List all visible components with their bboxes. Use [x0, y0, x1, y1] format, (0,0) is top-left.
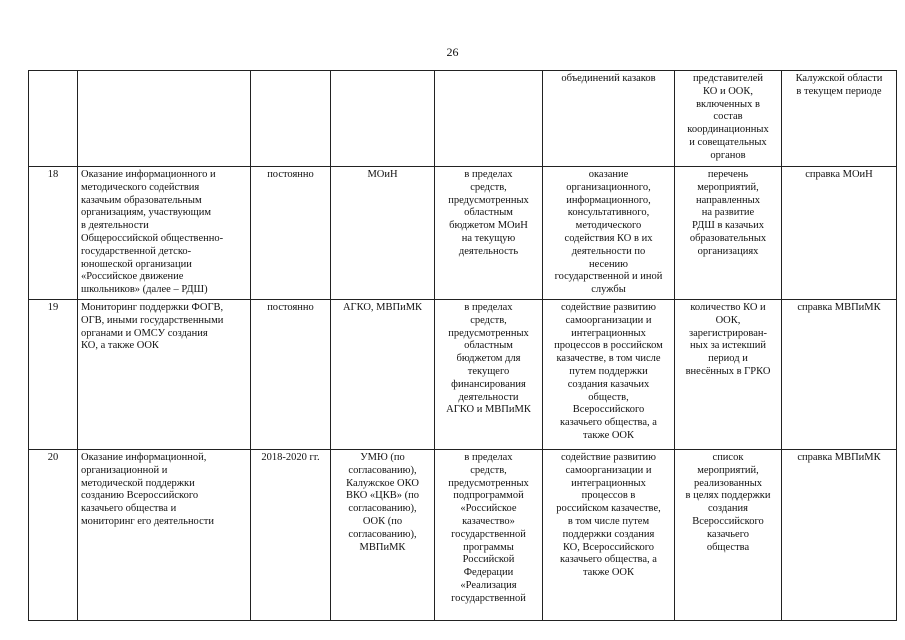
table-row [29, 300, 897, 450]
content-cell: объединений казаков [543, 71, 675, 167]
measure-name-cell: Оказание информационной, организационной и методической поддержки созданию Всероссийского казачьего общества и мониторинг его деятельности [78, 450, 251, 621]
measure-name-cell: Мониторинг поддержки ФОГВ, ОГВ, иными государственными органами и ОМСУ создания КО, а также ООК [78, 300, 251, 450]
term-cell: постоянно [251, 300, 331, 450]
funding-cell: в пределах средств, предусмотренных областным бюджетом для текущего финансирования деятельности АГКО и МВПиМК [435, 300, 543, 450]
report-cell: Калужской области в текущем периоде [782, 71, 897, 167]
row-number-cell [29, 71, 78, 167]
executor-cell: АГКО, МВПиМК [331, 300, 435, 450]
executor-cell: УМЮ (по согласованию), Калужское ОКО ВКО «ЦКВ» (по согласованию), ООК (по согласованию), МВПиМК [331, 450, 435, 621]
row-number-cell: 18 [29, 167, 78, 300]
table-row [29, 71, 897, 167]
indicator-cell: перечень мероприятий, направленных на развитие РДШ в казачьих образовательных организациях [675, 167, 782, 300]
content-cell: содействие развитию самоорганизации и интеграционных процессов в российском казачестве, в том числе путем поддержки создания КО, Всероссийского казачьего общества, а также ООК [543, 450, 675, 621]
report-cell: справка МОиН [782, 167, 897, 300]
measure-name-cell [78, 71, 251, 167]
funding-cell: в пределах средств, предусмотренных областным бюджетом МОиН на текущую деятельность [435, 167, 543, 300]
funding-cell [435, 71, 543, 167]
indicator-cell: представителей КО и ООК, включенных в состав координационных и совещательных органов [675, 71, 782, 167]
executor-cell: МОиН [331, 167, 435, 300]
term-cell: постоянно [251, 167, 331, 300]
indicator-cell: количество КО и ООК, зарегистрирован- ных за истекший период и внесённых в ГРКО [675, 300, 782, 450]
table-row [29, 167, 897, 300]
content-cell: оказание организационного, информационного, консультативного, методического содействия КО в их деятельности по несению государственной и иной службы [543, 167, 675, 300]
row-number-cell: 19 [29, 300, 78, 450]
funding-cell: в пределах средств, предусмотренных подпрограммой «Российское казачество» государственной программы Российской Федерации «Реализация государственной [435, 450, 543, 621]
executor-cell [331, 71, 435, 167]
measure-name-cell: Оказание информационного и методического содействия казачьим образовательным организациям, участвующим в деятельности Общероссийской общественно- государственной детско- юношеской организации «Российское движение школьников» (далее – РДШ) [78, 167, 251, 300]
table-row [29, 450, 897, 621]
page-number: 26 [446, 45, 459, 59]
indicator-cell: список мероприятий, реализованных в целях поддержки создания Всероссийского казачьего общества [675, 450, 782, 621]
report-cell: справка МВПиМК [782, 300, 897, 450]
content-cell: содействие развитию самоорганизации и интеграционных процессов в российском казачестве, в том числе путем поддержки создания казачьих обществ, Всероссийского казачьего общества, а также ООК [543, 300, 675, 450]
row-number-cell: 20 [29, 450, 78, 621]
measures-table [28, 70, 897, 621]
term-cell: 2018-2020 гг. [251, 450, 331, 621]
report-cell: справка МВПиМК [782, 450, 897, 621]
term-cell [251, 71, 331, 167]
